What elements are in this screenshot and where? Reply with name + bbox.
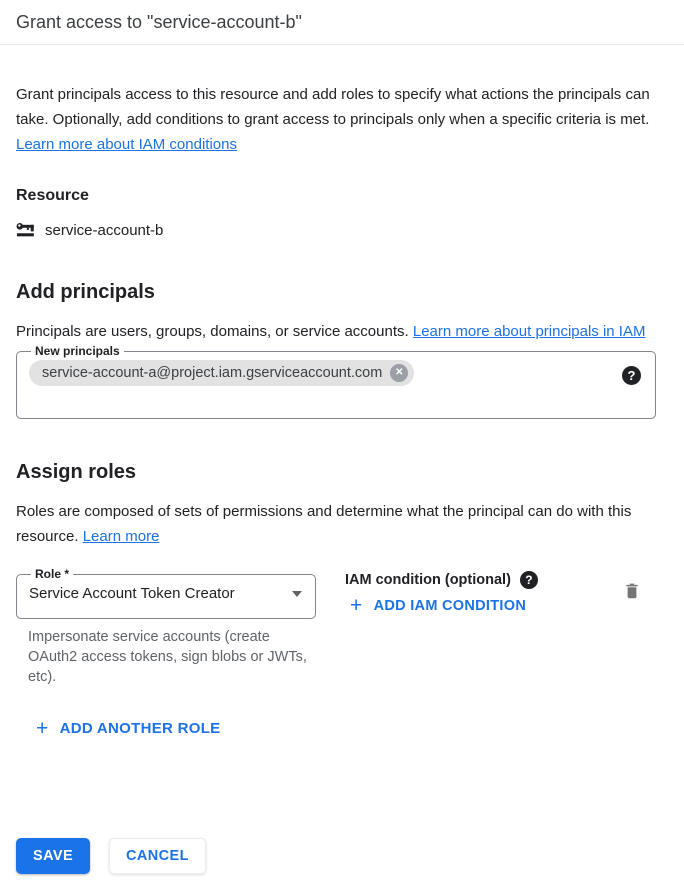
- chevron-down-icon: [292, 591, 302, 597]
- dialog-body: [0, 82, 684, 740]
- dialog-header: [0, 0, 684, 45]
- new-principals-field[interactable]: [16, 344, 656, 419]
- role-label: Role *: [35, 567, 70, 581]
- role-description-text: Impersonate service accounts (create OAuth2 access tokens, sign blobs or JWTs, etc).: [28, 629, 307, 685]
- add-another-role-button[interactable]: [36, 716, 221, 740]
- assign-roles-heading: Assign roles: [16, 461, 137, 483]
- add-principals-heading: Add principals: [16, 281, 155, 303]
- iam-conditions-learn-more-link[interactable]: Learn more about IAM conditions: [16, 136, 237, 153]
- plus-icon: +: [36, 716, 49, 740]
- resource-heading: Resource: [16, 187, 89, 204]
- question-mark-glyph: ?: [525, 573, 533, 587]
- question-mark-glyph: ?: [627, 368, 636, 383]
- role-selected-value: Service Account Token Creator: [29, 585, 235, 602]
- add-iam-condition-button[interactable]: [350, 594, 527, 617]
- new-principals-label: New principals: [35, 344, 120, 358]
- principals-learn-more-link[interactable]: Learn more about principals in IAM: [412, 323, 646, 340]
- principals-description-text: Principals are users, groups, domains, or service accounts.: [16, 323, 409, 340]
- principals-help-icon[interactable]: [622, 366, 641, 385]
- resource-name: service-account-b: [45, 221, 164, 239]
- principals-description: [16, 319, 668, 344]
- delete-role-button[interactable]: [623, 581, 641, 600]
- roles-description: [16, 499, 668, 549]
- principal-chip-row: [29, 360, 645, 386]
- principal-chip[interactable]: [29, 360, 414, 386]
- iam-condition-label-row: [345, 571, 538, 589]
- role-select[interactable]: [16, 567, 316, 619]
- dialog-title: Grant access to "service-account-b": [16, 11, 302, 32]
- plus-icon: +: [350, 594, 363, 617]
- intro-paragraph: [16, 82, 668, 157]
- role-value-row: [29, 585, 305, 602]
- chip-remove-icon[interactable]: [390, 364, 408, 382]
- role-assignment-row: [16, 567, 668, 687]
- service-account-key-icon: [16, 221, 35, 239]
- close-icon: ✕: [395, 367, 404, 378]
- iam-condition-column: [345, 567, 538, 617]
- add-iam-condition-label: ADD IAM CONDITION: [373, 598, 527, 614]
- roles-learn-more-link[interactable]: Learn more: [82, 528, 160, 545]
- principal-chip-value: service-account-a@project.iam.gserviceaccount.com: [42, 365, 383, 381]
- trash-icon: [623, 588, 641, 603]
- roles-description-text: Roles are composed of sets of permissions and determine what the principal can do with this resource.: [16, 503, 632, 545]
- cancel-button[interactable]: CANCEL: [109, 838, 206, 874]
- role-column: [16, 567, 316, 687]
- resource-row: [16, 221, 668, 239]
- intro-text: Grant principals access to this resource and add roles to specify what actions the principals can take. Optionally, add conditions to grant access to principals only when a specific criteria is met.: [16, 86, 650, 128]
- add-another-role-label: ADD ANOTHER ROLE: [59, 720, 221, 737]
- save-button[interactable]: SAVE: [16, 838, 90, 874]
- dialog-actions: [16, 838, 206, 874]
- iam-condition-label: IAM condition (optional): [345, 572, 511, 588]
- iam-condition-help-icon[interactable]: [520, 571, 538, 589]
